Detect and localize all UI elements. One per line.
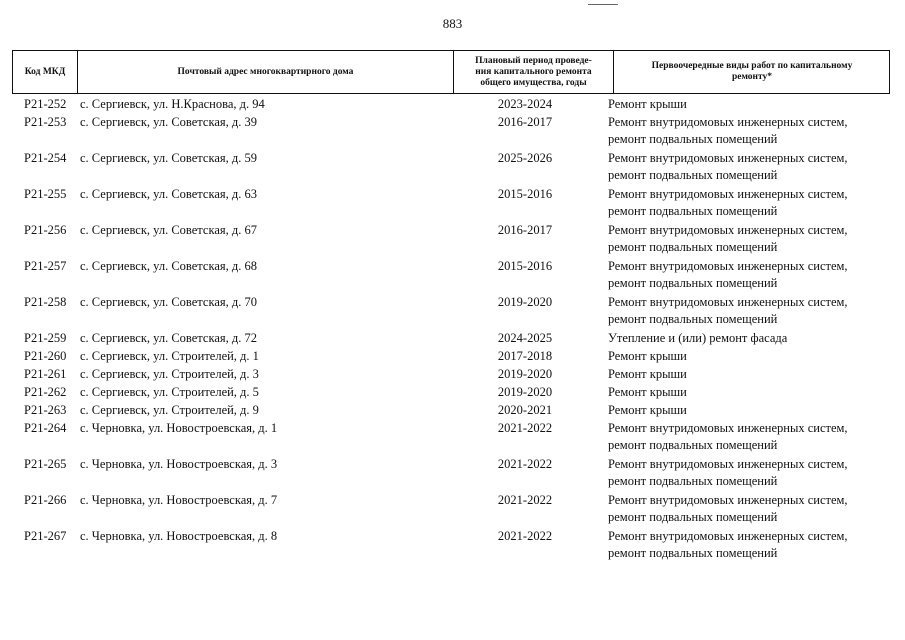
table-row [0,384,905,402]
page-number: 883 [442,16,463,31]
table-row [0,348,905,366]
row-works [608,402,898,419]
row-address: с. Сергиевск, ул. Советская, д. 68 [80,259,258,273]
row-period: 2024-2025 [497,331,553,345]
row-works [608,456,898,490]
header-code-text: Код МКД [24,66,66,77]
table-row [0,186,905,222]
row-works-line: Ремонт крыши [608,385,687,399]
table-row [0,258,905,294]
row-period: 2019-2020 [497,385,553,399]
table-row [0,366,905,384]
row-address: с. Черновка, ул. Новостроевская, д. 8 [80,529,278,543]
table-row [0,492,905,528]
row-works-line: Ремонт внутридомовых инженерных систем, [608,295,848,309]
row-code: P21-257 [24,259,67,273]
row-works-line: ремонт подвальных помещений [608,438,778,452]
row-address: с. Сергиевск, ул. Строителей, д. 3 [80,367,259,381]
row-period: 2015-2016 [497,187,553,201]
header-code [13,51,77,93]
row-address: с. Сергиевск, ул. Советская, д. 72 [80,331,258,345]
row-works-line: Ремонт внутридомовых инженерных систем, [608,457,848,471]
row-works-line: Ремонт внутридомовых инженерных систем, [608,151,848,165]
row-period: 2016-2017 [497,223,553,237]
row-works [608,96,898,113]
row-address: с. Сергиевск, ул. Советская, д. 70 [80,295,258,309]
row-works-line: ремонт подвальных помещений [608,132,778,146]
row-code: P21-264 [24,421,67,435]
row-address: с. Черновка, ул. Новостроевская, д. 1 [80,421,278,435]
table-row [0,222,905,258]
row-code: P21-260 [24,349,67,363]
table-row [0,402,905,420]
row-works-line: Утепление и (или) ремонт фасада [608,331,788,345]
row-address: с. Сергиевск, ул. Строителей, д. 1 [80,349,259,363]
table-header [12,50,890,94]
row-works-line: Ремонт внутридомовых инженерных систем, [608,115,848,129]
row-code: P21-259 [24,331,67,345]
row-period: 2021-2022 [497,457,553,471]
row-works-line: ремонт подвальных помещений [608,276,778,290]
table-body [0,96,905,564]
row-works-line: Ремонт внутридомовых инженерных систем, [608,421,848,435]
row-works [608,186,898,220]
row-works-line: ремонт подвальных помещений [608,474,778,488]
row-period: 2023-2024 [497,97,553,111]
row-works [608,222,898,256]
row-address: с. Черновка, ул. Новостроевская, д. 7 [80,493,278,507]
table-row [0,150,905,186]
table-row [0,114,905,150]
row-period: 2016-2017 [497,115,553,129]
header-address [78,51,453,93]
row-works [608,420,898,454]
row-works [608,150,898,184]
row-works-line: ремонт подвальных помещений [608,510,778,524]
row-address: с. Сергиевск, ул. Строителей, д. 5 [80,385,259,399]
table-row [0,96,905,114]
row-period: 2017-2018 [497,349,553,363]
row-code: P21-266 [24,493,67,507]
row-works [608,492,898,526]
row-address: с. Сергиевск, ул. Советская, д. 63 [80,187,258,201]
row-works-line: Ремонт внутридомовых инженерных систем, [608,529,848,543]
row-code: P21-253 [24,115,67,129]
row-works-line: Ремонт крыши [608,403,687,417]
row-address: с. Сергиевск, ул. Советская, д. 59 [80,151,258,165]
row-code: P21-263 [24,403,67,417]
row-works-line: Ремонт крыши [608,349,687,363]
row-works-line: Ремонт внутридомовых инженерных систем, [608,493,848,507]
row-code: P21-254 [24,151,67,165]
row-works [608,258,898,292]
row-code: P21-261 [24,367,67,381]
row-period: 2019-2020 [497,367,553,381]
row-works-line: ремонт подвальных помещений [608,240,778,254]
row-works-line: Ремонт внутридомовых инженерных систем, [608,259,848,273]
row-works-line: Ремонт внутридомовых инженерных систем, [608,223,848,237]
row-address: с. Черновка, ул. Новостроевская, д. 3 [80,457,278,471]
row-period: 2021-2022 [497,421,553,435]
row-works [608,384,898,401]
row-code: P21-265 [24,457,67,471]
table-row [0,456,905,492]
row-period: 2019-2020 [497,295,553,309]
row-works [608,114,898,148]
row-works [608,348,898,365]
table-row [0,420,905,456]
row-period: 2021-2022 [497,493,553,507]
header-address-text: Почтовый адрес многоквартирного дома [177,66,354,77]
row-address: с. Сергиевск, ул. Советская, д. 67 [80,223,258,237]
row-works-line: ремонт подвальных помещений [608,204,778,218]
table-row [0,294,905,330]
row-works-line: Ремонт внутридомовых инженерных систем, [608,187,848,201]
row-address: с. Сергиевск, ул. Строителей, д. 9 [80,403,259,417]
row-period: 2015-2016 [497,259,553,273]
row-address: с. Сергиевск, ул. Н.Краснова, д. 94 [80,97,265,111]
table-row [0,528,905,564]
row-works-line: Ремонт крыши [608,97,687,111]
row-works [608,528,898,562]
table-row [0,330,905,348]
row-code: P21-258 [24,295,67,309]
row-works [608,294,898,328]
row-code: P21-262 [24,385,67,399]
row-works-line: ремонт подвальных помещений [608,546,778,560]
top-rule [588,4,618,5]
row-period: 2025-2026 [497,151,553,165]
header-period-text: Плановый период проведе- ния капитального ремонта общего имущества, годы [475,55,592,88]
row-address: с. Сергиевск, ул. Советская, д. 39 [80,115,258,129]
row-works-line: ремонт подвальных помещений [608,168,778,182]
header-works [614,51,890,93]
row-period: 2020-2021 [497,403,553,417]
row-works [608,330,898,347]
row-works-line: Ремонт крыши [608,367,687,381]
row-code: P21-267 [24,529,67,543]
row-works [608,366,898,383]
row-period: 2021-2022 [497,529,553,543]
header-period [454,51,613,93]
row-works-line: ремонт подвальных помещений [608,312,778,326]
header-works-text: Первоочередные виды работ по капитальному ремонту* [651,61,853,82]
row-code: P21-256 [24,223,67,237]
row-code: P21-255 [24,187,67,201]
row-code: P21-252 [24,97,67,111]
